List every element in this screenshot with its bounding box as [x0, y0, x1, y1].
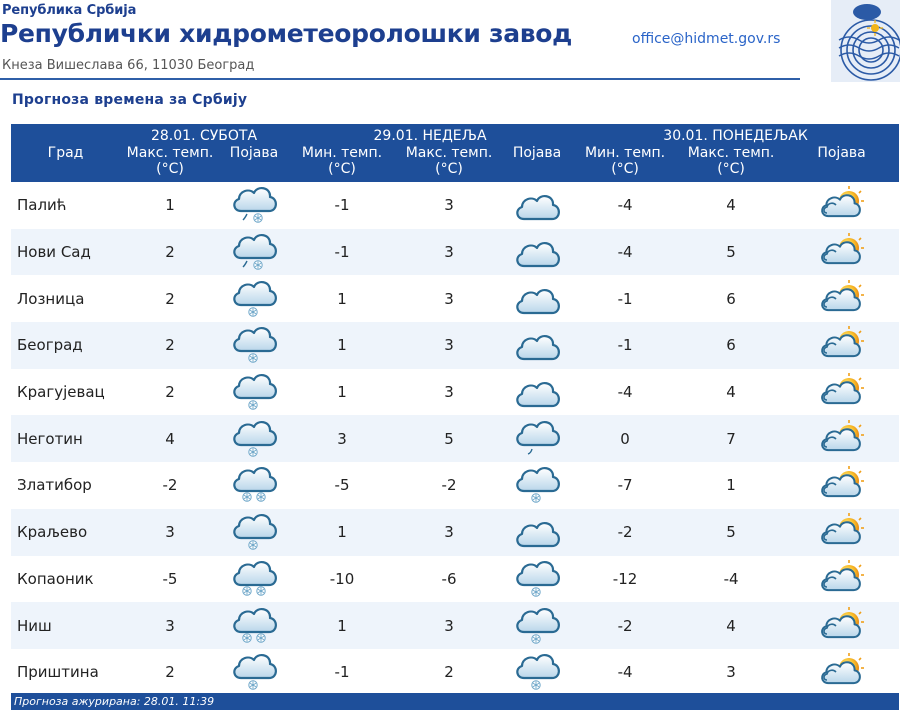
weather-day1-cell: [220, 182, 288, 229]
weather-day3-cell: [784, 649, 899, 696]
max-temp-day1: -2: [120, 462, 220, 509]
table-row: [11, 509, 899, 556]
min-temp-day3: 0: [572, 415, 678, 462]
column-header-row: [11, 144, 899, 182]
min-temp-day3: -4: [572, 649, 678, 696]
max-temp-day3: 6: [678, 275, 784, 322]
city-name: Лозница: [11, 275, 120, 322]
cloud-drizzle-icon: [512, 417, 562, 461]
max-temp-day1: 2: [120, 369, 220, 416]
min-temp-day3: -4: [572, 229, 678, 276]
cloud-snow-icon: [229, 510, 279, 554]
cloud-snow-icon: [229, 277, 279, 321]
col-max-temp-3: Макс. темп. (°C): [678, 144, 784, 182]
col-max-temp-1: Макс. темп. (°C): [120, 144, 220, 182]
weather-day3-cell: [784, 322, 899, 369]
max-temp-day2: 5: [396, 415, 502, 462]
partly-sunny-icon: [817, 604, 867, 648]
cloud-rain-snow-icon: [229, 183, 279, 227]
table-row: [11, 462, 899, 509]
cloud-icon: [512, 370, 562, 414]
city-name: Приштина: [11, 649, 120, 696]
table-row: [11, 182, 899, 229]
weather-day3-cell: [784, 275, 899, 322]
table-row: [11, 649, 899, 696]
city-name: Неготин: [11, 415, 120, 462]
weather-day1-cell: [220, 275, 288, 322]
col-phenomenon-1: Појава: [220, 144, 288, 182]
min-temp-day2: -1: [288, 649, 396, 696]
min-temp-day3: -2: [572, 509, 678, 556]
min-temp-day3: -4: [572, 369, 678, 416]
partly-sunny-icon: [817, 183, 867, 227]
cloud-snow-icon: [229, 370, 279, 414]
table-row: [11, 322, 899, 369]
cloud-heavy-snow-icon: [229, 604, 279, 648]
max-temp-day3: 7: [678, 415, 784, 462]
cloud-icon: [512, 183, 562, 227]
min-temp-day3: -1: [572, 322, 678, 369]
weather-day2-cell: [502, 229, 572, 276]
min-temp-day3: -1: [572, 275, 678, 322]
weather-day2-cell: [502, 415, 572, 462]
max-temp-day1: 3: [120, 602, 220, 649]
city-name: Нови Сад: [11, 229, 120, 276]
col-max-temp-2: Макс. темп. (°C): [396, 144, 502, 182]
min-temp-day3: -4: [572, 182, 678, 229]
max-temp-day3: 1: [678, 462, 784, 509]
min-temp-day3: -2: [572, 602, 678, 649]
col-min-temp-2: Мин. темп. (°C): [288, 144, 396, 182]
max-temp-day1: 2: [120, 649, 220, 696]
weather-day3-cell: [784, 229, 899, 276]
city-name: Копаоник: [11, 556, 120, 603]
weather-day1-cell: [220, 649, 288, 696]
max-temp-day1: 3: [120, 509, 220, 556]
min-temp-day3: -12: [572, 556, 678, 603]
min-temp-day2: -10: [288, 556, 396, 603]
partly-sunny-icon: [817, 323, 867, 367]
weather-day1-cell: [220, 369, 288, 416]
weather-day1-cell: [220, 556, 288, 603]
cloud-snow-icon: [229, 417, 279, 461]
max-temp-day2: 3: [396, 229, 502, 276]
min-temp-day2: -5: [288, 462, 396, 509]
day1-header: 28.01. СУБОТА: [120, 124, 288, 144]
table-row: [11, 369, 899, 416]
cloud-snow-icon: [512, 463, 562, 507]
update-footer: Прогноза ажурирана: 28.01. 11:39: [11, 693, 899, 710]
weather-day3-cell: [784, 462, 899, 509]
max-temp-day2: 3: [396, 182, 502, 229]
partly-sunny-icon: [817, 417, 867, 461]
max-temp-day2: 3: [396, 369, 502, 416]
weather-day1-cell: [220, 509, 288, 556]
weather-day2-cell: [502, 182, 572, 229]
cloud-rain-snow-icon: [229, 230, 279, 274]
cloud-icon: [512, 230, 562, 274]
partly-sunny-icon: [817, 230, 867, 274]
weather-day2-cell: [502, 509, 572, 556]
max-temp-day2: 3: [396, 602, 502, 649]
weather-day3-cell: [784, 509, 899, 556]
cloud-snow-icon: [512, 604, 562, 648]
weather-day3-cell: [784, 369, 899, 416]
min-temp-day2: 1: [288, 322, 396, 369]
cloud-heavy-snow-icon: [229, 557, 279, 601]
partly-sunny-icon: [817, 510, 867, 554]
table-row: [11, 275, 899, 322]
partly-sunny-icon: [817, 557, 867, 601]
max-temp-day1: 2: [120, 229, 220, 276]
weather-day2-cell: [502, 556, 572, 603]
col-min-temp-3: Мин. темп. (°C): [572, 144, 678, 182]
cloud-icon: [512, 277, 562, 321]
min-temp-day2: 1: [288, 509, 396, 556]
max-temp-day3: 4: [678, 182, 784, 229]
min-temp-day2: -1: [288, 182, 396, 229]
cloud-snow-icon: [229, 323, 279, 367]
cloud-icon: [512, 323, 562, 367]
table-row: [11, 556, 899, 603]
weather-day1-cell: [220, 462, 288, 509]
max-temp-day1: 1: [120, 182, 220, 229]
min-temp-day2: 3: [288, 415, 396, 462]
weather-day2-cell: [502, 602, 572, 649]
weather-day2-cell: [502, 649, 572, 696]
max-temp-day3: 5: [678, 229, 784, 276]
header-divider: [0, 78, 800, 80]
max-temp-day2: 3: [396, 275, 502, 322]
col-city-header: Град: [11, 124, 120, 182]
cloud-heavy-snow-icon: [229, 463, 279, 507]
weather-day1-cell: [220, 322, 288, 369]
table-row: [11, 229, 899, 276]
weather-day3-cell: [784, 556, 899, 603]
weather-day2-cell: [502, 369, 572, 416]
day3-header: 30.01. ПОНЕДЕЉАК: [572, 124, 899, 144]
max-temp-day3: -4: [678, 556, 784, 603]
institution-name[interactable]: Републички хидрометеоролошки завод: [0, 19, 573, 48]
weather-day3-cell: [784, 415, 899, 462]
weather-day2-cell: [502, 275, 572, 322]
weather-day1-cell: [220, 602, 288, 649]
cloud-snow-icon: [229, 650, 279, 694]
table-row: [11, 415, 899, 462]
city-name: Златибор: [11, 462, 120, 509]
weather-day3-cell: [784, 602, 899, 649]
day2-header: 29.01. НЕДЕЉА: [288, 124, 572, 144]
partly-sunny-icon: [817, 370, 867, 414]
forecast-table: [11, 124, 899, 696]
institution-address: Кнеза Вишеслава 66, 11030 Београд: [2, 58, 255, 73]
min-temp-day3: -7: [572, 462, 678, 509]
max-temp-day3: 5: [678, 509, 784, 556]
min-temp-day2: 1: [288, 275, 396, 322]
col-phenomenon-3: Појава: [784, 144, 899, 182]
country-name: Република Србија: [2, 3, 137, 18]
city-name: Краљево: [11, 509, 120, 556]
cloud-icon: [512, 510, 562, 554]
logo-emblem-icon: [831, 0, 900, 82]
weather-day2-cell: [502, 462, 572, 509]
day-header-row: [11, 124, 899, 144]
min-temp-day2: -1: [288, 229, 396, 276]
min-temp-day2: 1: [288, 602, 396, 649]
section-title: Прогноза времена за Србију: [12, 92, 248, 108]
weather-day1-cell: [220, 415, 288, 462]
partly-sunny-icon: [817, 277, 867, 321]
partly-sunny-icon: [817, 463, 867, 507]
cloud-snow-icon: [512, 557, 562, 601]
city-name: Крагујевац: [11, 369, 120, 416]
max-temp-day1: 4: [120, 415, 220, 462]
max-temp-day3: 4: [678, 369, 784, 416]
max-temp-day2: -2: [396, 462, 502, 509]
table-row: [11, 602, 899, 649]
rhmz-logo[interactable]: [831, 0, 900, 82]
max-temp-day3: 3: [678, 649, 784, 696]
max-temp-day2: 2: [396, 649, 502, 696]
max-temp-day2: 3: [396, 322, 502, 369]
city-name: Београд: [11, 322, 120, 369]
max-temp-day2: 3: [396, 509, 502, 556]
email-link[interactable]: office@hidmet.gov.rs: [632, 31, 781, 47]
min-temp-day2: 1: [288, 369, 396, 416]
max-temp-day1: 2: [120, 322, 220, 369]
max-temp-day1: -5: [120, 556, 220, 603]
partly-sunny-icon: [817, 650, 867, 694]
max-temp-day3: 4: [678, 602, 784, 649]
site-header: [0, 0, 900, 88]
max-temp-day3: 6: [678, 322, 784, 369]
max-temp-day1: 2: [120, 275, 220, 322]
weather-day3-cell: [784, 182, 899, 229]
city-name: Палић: [11, 182, 120, 229]
max-temp-day2: -6: [396, 556, 502, 603]
weather-day1-cell: [220, 229, 288, 276]
weather-day2-cell: [502, 322, 572, 369]
cloud-snow-icon: [512, 650, 562, 694]
col-phenomenon-2: Појава: [502, 144, 572, 182]
city-name: Ниш: [11, 602, 120, 649]
